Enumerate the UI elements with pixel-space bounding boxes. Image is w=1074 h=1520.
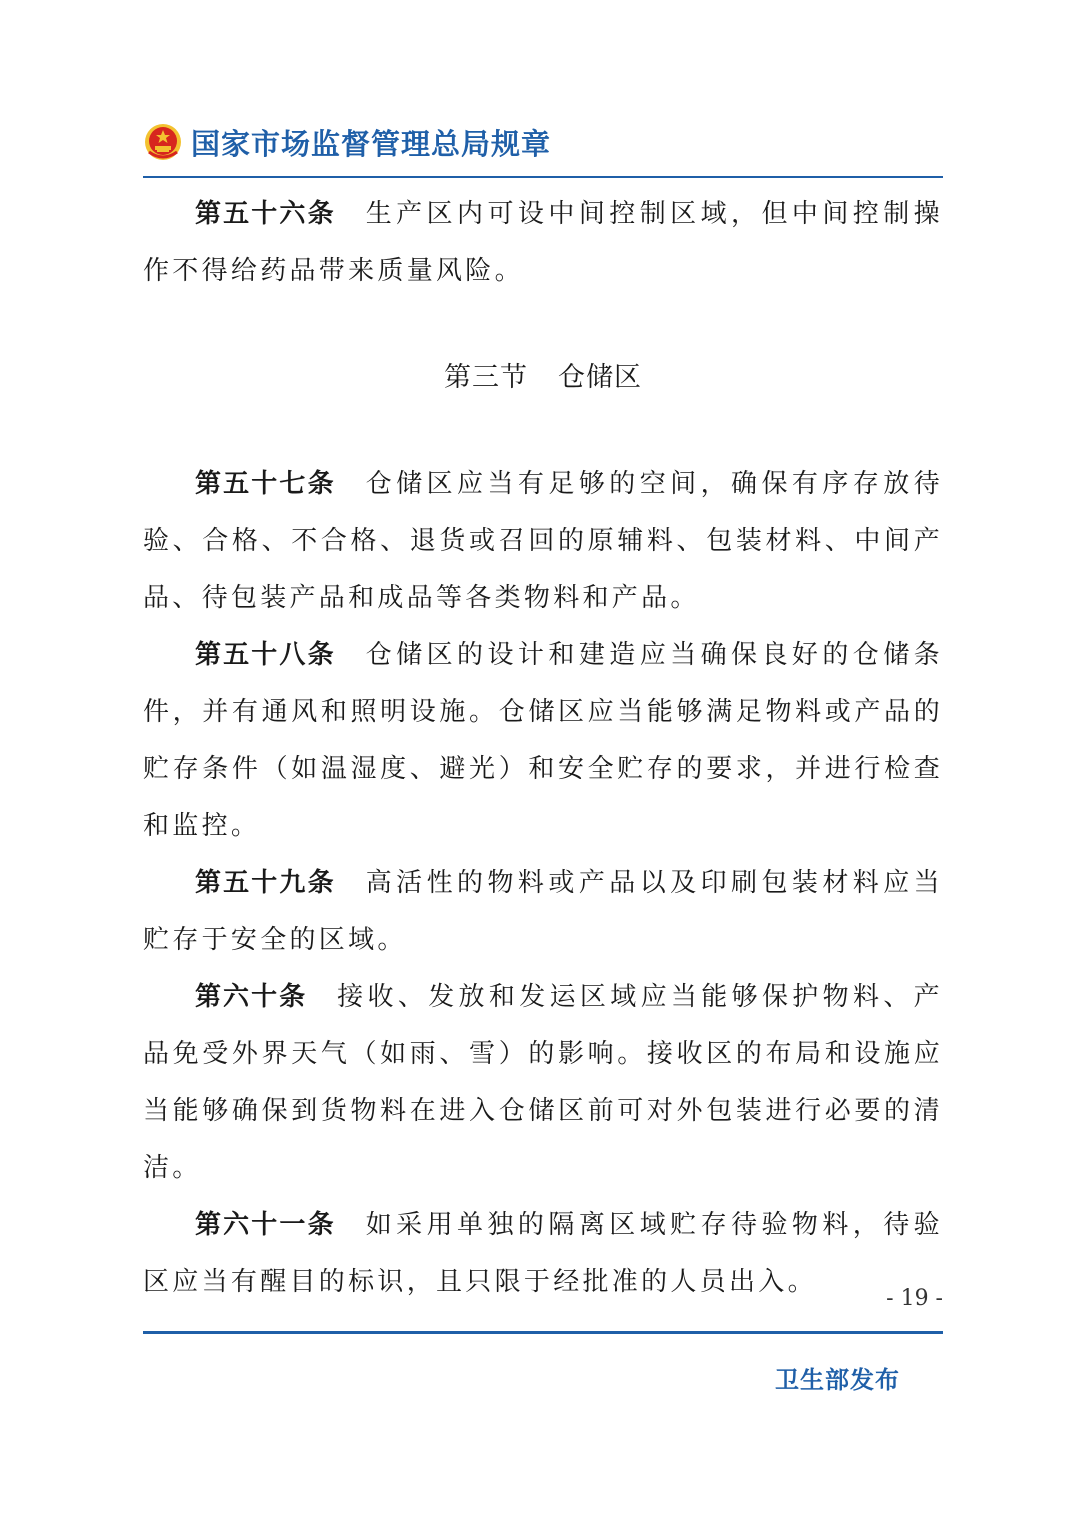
article-number: 第六十一条 — [195, 1210, 336, 1240]
article-text: 仓储区应当有足够的空间，确保有序存放待验、合格、不合格、退货或召回的原辅料、包装材料、中间产品、待包装产品和成品等各类物料和产品。 — [143, 469, 943, 613]
article-text: 生产区内可设中间控制区域，但中间控制操作不得给药品带来质量风险。 — [143, 199, 943, 286]
footer-divider — [143, 1331, 943, 1334]
article-56 — [143, 186, 943, 300]
header-divider — [143, 176, 943, 178]
article-number: 第六十条 — [195, 982, 308, 1012]
section-heading — [143, 358, 943, 398]
page-number: - 19 - — [886, 1286, 943, 1311]
article-57 — [143, 456, 943, 627]
article-61 — [143, 1197, 943, 1311]
article-text: 仓储区的设计和建造应当确保良好的仓储条件，并有通风和照明设施。仓储区应当能够满足物料或产品的贮存条件（如温湿度、避光）和安全贮存的要求，并进行检查和监控。 — [143, 640, 943, 841]
section-number: 第三节 — [444, 362, 528, 393]
article-number: 第五十九条 — [195, 868, 336, 898]
section-name: 仓储区 — [558, 362, 642, 393]
document-header — [143, 112, 943, 172]
article-number: 第五十六条 — [195, 199, 336, 229]
publisher-label: 卫生部发布 — [775, 1366, 900, 1394]
document-body — [143, 186, 943, 1311]
article-number: 第五十七条 — [195, 469, 336, 499]
article-text: 高活性的物料或产品以及印刷包装材料应当贮存于安全的区域。 — [143, 868, 943, 955]
article-58 — [143, 627, 943, 855]
article-60 — [143, 969, 943, 1197]
national-emblem-icon — [143, 122, 183, 162]
article-text: 如采用单独的隔离区域贮存待验物料，待验区应当有醒目的标识，且只限于经批准的人员出入。 — [143, 1210, 943, 1297]
article-59 — [143, 855, 943, 969]
article-text: 接收、发放和发运区域应当能够保护物料、产品免受外界天气（如雨、雪）的影响。接收区的布局和设施应当能够确保到货物料在进入仓储区前可对外包装进行必要的清洁。 — [143, 982, 943, 1183]
header-title: 国家市场监督管理总局规章 — [191, 126, 552, 161]
article-number: 第五十八条 — [195, 640, 336, 670]
